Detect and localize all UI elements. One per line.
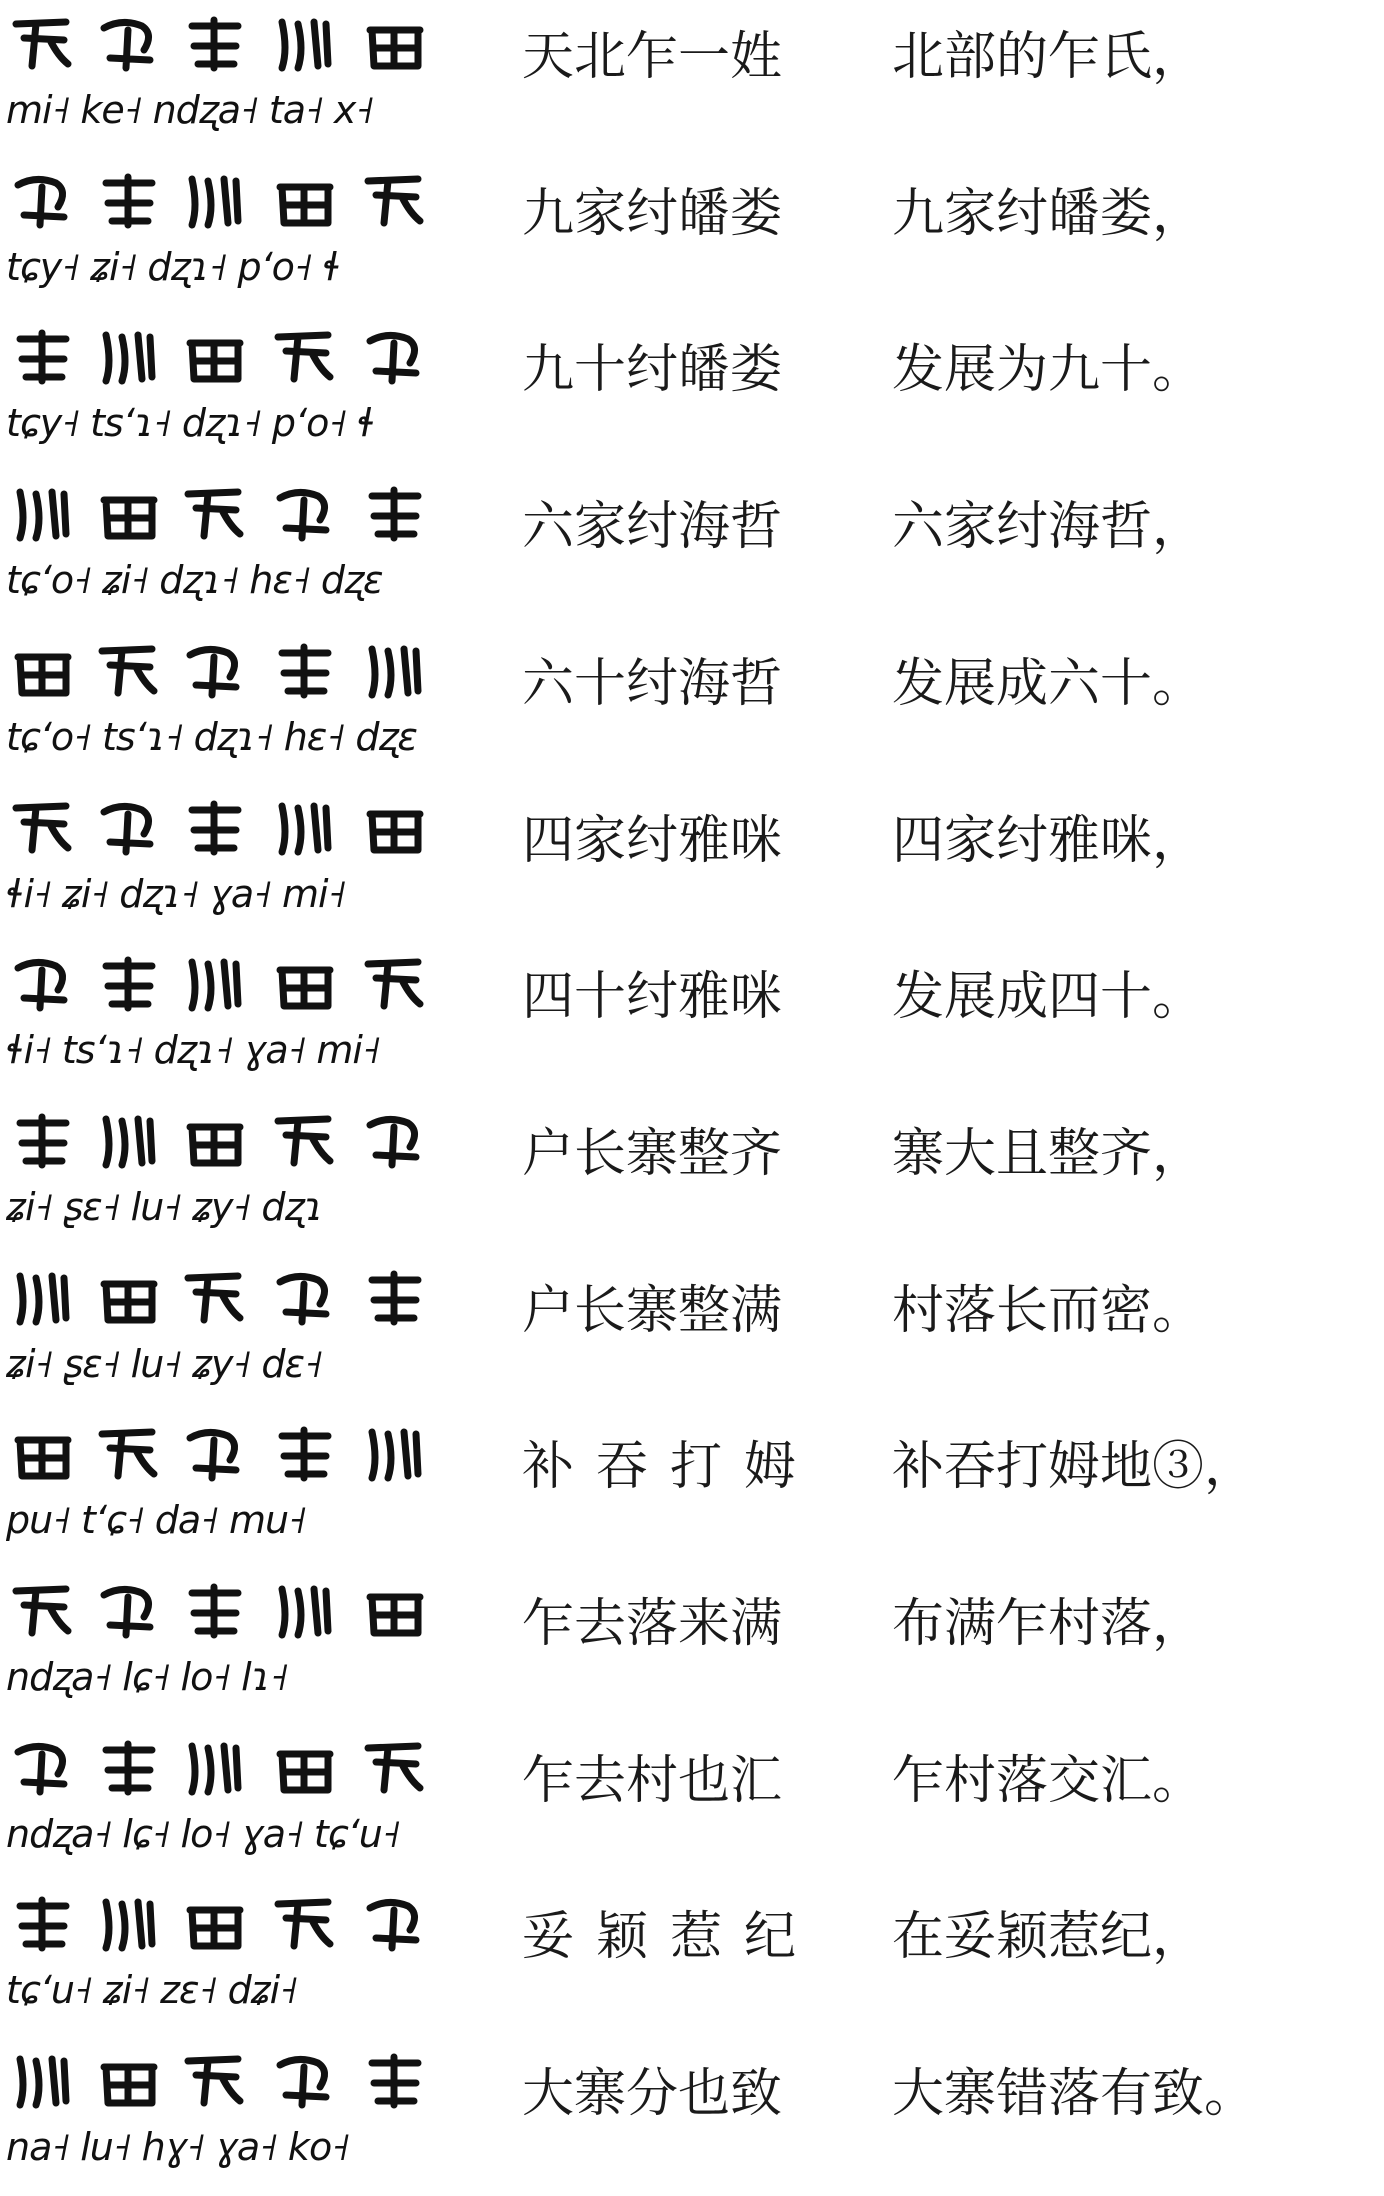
yi-glyph [6, 794, 80, 858]
yi-glyph-line [6, 1103, 436, 1175]
literal-gloss: 户长寨整齐 [522, 1124, 783, 1184]
verse-row [0, 1880, 1384, 2036]
romanization-line: na˧ lu˧ hɣ˧ ɣa˧ ko˧ [6, 2125, 349, 2169]
yi-glyph [358, 1734, 432, 1798]
yi-glyph [92, 950, 166, 1014]
yi-glyph [268, 323, 342, 387]
yi-glyph [6, 2047, 80, 2111]
yi-glyph [358, 1577, 432, 1641]
yi-glyph-line [6, 319, 436, 391]
free-translation [892, 649, 1362, 719]
free-translation [892, 1746, 1362, 1816]
yi-glyph [358, 480, 432, 544]
yi-glyph [268, 1107, 342, 1171]
romanization-line: tɕʻo˧ tsʻɿ˧ dʐɿ˧ hɛ˧ dʐɛ [6, 715, 418, 759]
romanization-line: ɬi˧ ʑi˧ dʐɿ˧ ɣa˧ mi˧ [6, 872, 346, 916]
romanization-line: ɬi˧ tsʻɿ˧ dʐɿ˧ ɣa˧ mi˧ [6, 1028, 380, 1072]
verse-row [0, 1567, 1384, 1723]
verse-row [0, 1254, 1384, 1410]
yi-glyph [268, 637, 342, 701]
verse-row [0, 313, 1384, 469]
yi-glyph [178, 480, 252, 544]
yi-glyph-line [6, 790, 436, 862]
free-translation [892, 1432, 1362, 1502]
yi-glyph [178, 1890, 252, 1954]
free-translation [892, 806, 1362, 876]
translation-text: 在妥颖惹纪， [892, 1907, 1205, 1967]
yi-glyph [178, 1420, 252, 1484]
yi-glyph [6, 1420, 80, 1484]
yi-glyph [178, 323, 252, 387]
free-translation [892, 1902, 1362, 1972]
yi-glyph [358, 1264, 432, 1328]
literal-gloss: 九十纣皤娄 [522, 340, 783, 400]
free-translation [892, 492, 1362, 562]
footnote-marker: ③， [1152, 1437, 1257, 1497]
yi-script-block [6, 1886, 436, 2026]
yi-glyph [268, 1264, 342, 1328]
yi-glyph [92, 167, 166, 231]
literal-gloss: 六家纣海哲 [522, 497, 783, 557]
romanization-line: tɕʻo˧ ʑi˧ dʐɿ˧ hɛ˧ dʐɛ [6, 558, 383, 602]
literal-gloss: 乍去村也汇 [522, 1751, 783, 1811]
yi-glyph [6, 10, 80, 74]
yi-glyph [6, 1577, 80, 1641]
literal-gloss: 户长寨整满 [522, 1281, 783, 1341]
yi-script-block [6, 1730, 436, 1870]
yi-glyph-line [6, 476, 436, 548]
yi-script-block [6, 6, 436, 146]
verse-row [0, 1410, 1384, 1566]
romanization-line: pu˧ tʻɕ˧ da˧ mu˧ [6, 1498, 306, 1542]
yi-glyph [6, 1734, 80, 1798]
yi-glyph-line [6, 1416, 436, 1488]
verse-row [0, 784, 1384, 940]
yi-glyph [268, 950, 342, 1014]
yi-glyph [358, 1107, 432, 1171]
yi-glyph [268, 1890, 342, 1954]
free-translation [892, 1119, 1362, 1189]
yi-glyph [6, 1107, 80, 1171]
literal-gloss: 四十纣雅咪 [522, 967, 783, 1027]
verse-row [0, 627, 1384, 783]
yi-glyph [6, 637, 80, 701]
yi-glyph [6, 1264, 80, 1328]
romanization-line: mi˧ ke˧ ndʐa˧ ta˧ x˧ [6, 88, 374, 132]
yi-glyph [178, 1734, 252, 1798]
yi-script-block [6, 163, 436, 303]
free-translation [892, 2059, 1362, 2129]
yi-glyph [178, 1577, 252, 1641]
yi-glyph [6, 167, 80, 231]
yi-glyph [92, 1264, 166, 1328]
yi-glyph [6, 480, 80, 544]
yi-glyph [178, 167, 252, 231]
yi-glyph [358, 637, 432, 701]
verse-row [0, 157, 1384, 313]
translation-text: 布满乍村落， [892, 1594, 1205, 1654]
yi-glyph-line [6, 1886, 436, 1958]
yi-glyph-line [6, 1730, 436, 1802]
literal-gloss: 六十纣海哲 [522, 654, 783, 714]
yi-script-block [6, 1103, 436, 1243]
free-translation [892, 962, 1362, 1032]
translation-text: 发展成六十。 [892, 654, 1205, 714]
yi-glyph [178, 794, 252, 858]
free-translation [892, 179, 1362, 249]
verse-row [0, 1097, 1384, 1253]
yi-glyph-line [6, 1573, 436, 1645]
verse-row [0, 1724, 1384, 1880]
verse-row [0, 470, 1384, 626]
yi-glyph [92, 794, 166, 858]
yi-glyph [92, 480, 166, 544]
yi-glyph [358, 1890, 432, 1954]
yi-glyph [268, 480, 342, 544]
literal-gloss: 四家纣雅咪 [522, 811, 783, 871]
yi-glyph [268, 1577, 342, 1641]
yi-glyph [92, 1890, 166, 1954]
yi-script-block [6, 1416, 436, 1556]
free-translation [892, 335, 1362, 405]
verse-row [0, 940, 1384, 1096]
yi-script-block [6, 1573, 436, 1713]
yi-glyph-line [6, 633, 436, 705]
free-translation [892, 22, 1362, 92]
yi-glyph [92, 10, 166, 74]
yi-glyph-line [6, 6, 436, 78]
yi-glyph [92, 637, 166, 701]
yi-glyph [268, 1420, 342, 1484]
yi-glyph-line [6, 2043, 436, 2115]
translation-text: 发展成四十。 [892, 967, 1205, 1027]
free-translation [892, 1276, 1362, 1346]
yi-glyph [92, 2047, 166, 2111]
yi-glyph [6, 323, 80, 387]
yi-glyph [268, 2047, 342, 2111]
yi-glyph [92, 1734, 166, 1798]
translation-text: 乍村落交汇。 [892, 1751, 1205, 1811]
literal-gloss: 乍去落来满 [522, 1594, 783, 1654]
yi-glyph-line [6, 946, 436, 1018]
romanization-line: tɕy˧ ʑi˧ dʐɿ˧ pʻo˧ ɬ [6, 245, 341, 289]
translation-text: 四家纣雅咪， [892, 811, 1205, 871]
yi-glyph [178, 637, 252, 701]
yi-glyph [358, 10, 432, 74]
verse-row [0, 0, 1384, 156]
yi-glyph [268, 1734, 342, 1798]
translation-text: 六家纣海哲， [892, 497, 1205, 557]
yi-script-block [6, 476, 436, 616]
yi-glyph [358, 167, 432, 231]
yi-glyph [268, 794, 342, 858]
translation-text: 村落长而密。 [892, 1281, 1205, 1341]
yi-glyph [358, 950, 432, 1014]
yi-script-block [6, 790, 436, 930]
yi-glyph [358, 323, 432, 387]
yi-script-block [6, 2043, 436, 2183]
literal-gloss: 妥颖惹纪 [522, 1907, 819, 1967]
yi-glyph-line [6, 163, 436, 235]
romanization-line: ʑi˧ ʂɛ˧ lu˧ ʑy˧ dʐɿ [6, 1185, 323, 1229]
literal-gloss: 大寨分也致 [522, 2064, 783, 2124]
romanization-line: ndʐa˧ lɕ˧ lo˧ ɣa˧ tɕʻu˧ [6, 1812, 400, 1856]
yi-glyph [92, 1420, 166, 1484]
translation-text: 寨大且整齐， [892, 1124, 1205, 1184]
yi-glyph [268, 10, 342, 74]
yi-script-block [6, 946, 436, 1086]
literal-gloss: 天北乍一姓 [522, 27, 783, 87]
yi-glyph [92, 1107, 166, 1171]
yi-glyph [178, 1107, 252, 1171]
literal-gloss: 九家纣皤娄 [522, 184, 783, 244]
translation-text: 发展为九十。 [892, 340, 1205, 400]
yi-glyph [358, 794, 432, 858]
yi-glyph [6, 950, 80, 1014]
yi-glyph [178, 950, 252, 1014]
literal-gloss: 补吞打姆 [522, 1437, 819, 1497]
translation-text: 北部的乍氏， [892, 27, 1205, 87]
free-translation [892, 1589, 1362, 1659]
translation-text: 补吞打姆地 [892, 1437, 1153, 1497]
yi-glyph-line [6, 1260, 436, 1332]
yi-glyph [358, 1420, 432, 1484]
yi-glyph [178, 2047, 252, 2111]
yi-script-block [6, 633, 436, 773]
yi-glyph [178, 10, 252, 74]
yi-glyph [6, 1890, 80, 1954]
yi-glyph [178, 1264, 252, 1328]
yi-script-block [6, 1260, 436, 1400]
yi-glyph [358, 2047, 432, 2111]
yi-script-block [6, 319, 436, 459]
yi-glyph [268, 167, 342, 231]
verse-row [0, 2037, 1384, 2193]
yi-glyph [92, 323, 166, 387]
romanization-line: ʑi˧ ʂɛ˧ lu˧ ʑy˧ dɛ˧ [6, 1342, 322, 1386]
translation-text: 九家纣皤娄， [892, 184, 1205, 244]
translation-text: 大寨错落有致。 [892, 2064, 1257, 2124]
romanization-line: tɕʻu˧ ʑi˧ zɛ˧ dʑi˧ [6, 1968, 297, 2012]
romanization-line: tɕy˧ tsʻɿ˧ dʐɿ˧ pʻo˧ ɬ [6, 401, 375, 445]
yi-glyph [92, 1577, 166, 1641]
romanization-line: ndʐa˧ lɕ˧ lo˧ lɿ˧ [6, 1655, 288, 1699]
